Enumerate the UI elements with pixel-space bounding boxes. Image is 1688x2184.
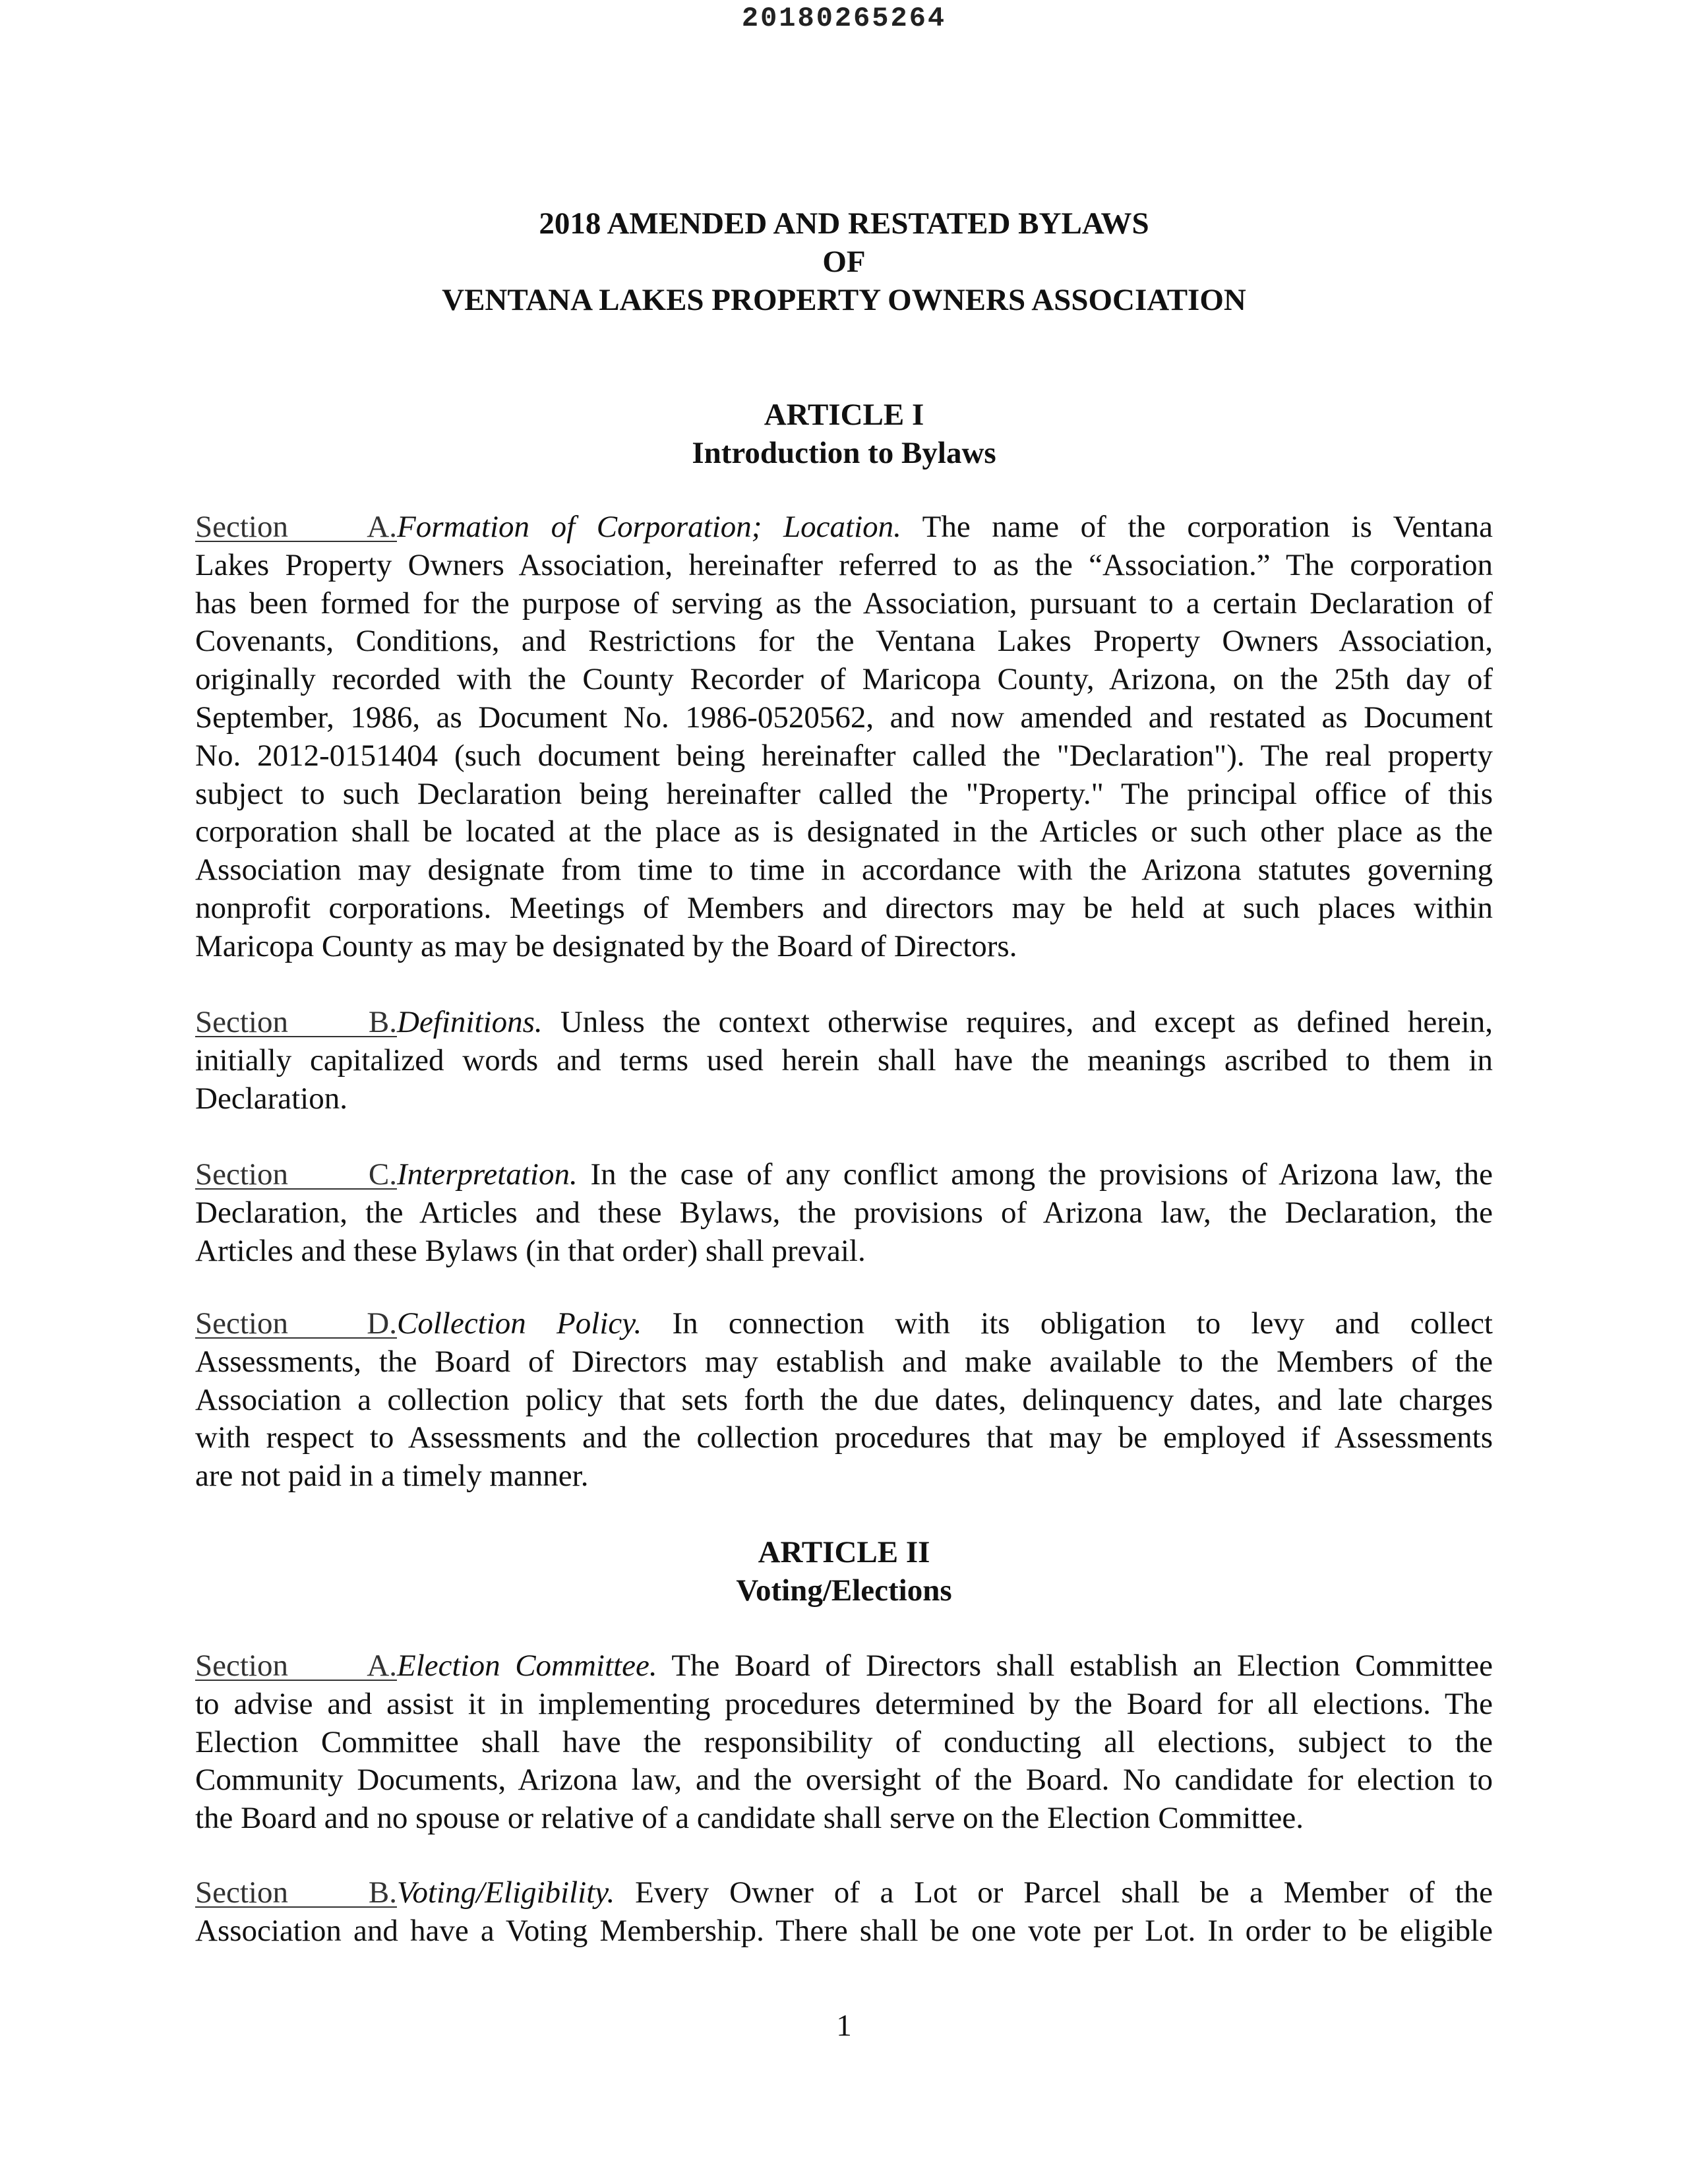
section-heading: Election Committee. [397, 1649, 657, 1683]
section-label: Section C. [195, 1157, 397, 1192]
text-line: Covenants, Conditions, and Restrictions for the Ventana Lakes Property Owners Association, [195, 624, 1493, 659]
text-line: September, 1986, as Document No. 1986-0520562, and now amended and restated as Document [195, 700, 1493, 735]
section-heading: Collection Policy. [397, 1306, 642, 1341]
text-line: to advise and assist it in implementing procedures determined by the Board for all elections. The [195, 1686, 1493, 1721]
article-name: Voting/Elections [736, 1573, 952, 1608]
section-label: Section B. [195, 1875, 397, 1910]
text-line: No. 2012-0151404 (such document being hereinafter called the "Declaration"). The real property [195, 738, 1493, 773]
page-number: 1 [836, 2009, 852, 2043]
section-paragraph [195, 1305, 1493, 1496]
section-heading: Formation of Corporation; Location. [397, 510, 901, 544]
text-line: Community Documents, Arizona law, and the oversight of the Board. No candidate for election to [195, 1763, 1493, 1798]
title-line: VENTANA LAKES PROPERTY OWNERS ASSOCIATION [442, 283, 1246, 317]
text-line: corporation shall be located at the place as is designated in the Articles or such other place as the [195, 814, 1493, 849]
section-paragraph [195, 1647, 1493, 1838]
article-number: ARTICLE II [758, 1535, 930, 1569]
document-title [0, 204, 1688, 319]
section-text: The Board of Directors shall establish an Election Committee [671, 1649, 1493, 1683]
text-line: Association may designate from time to time in accordance with the Arizona statutes governing [195, 853, 1493, 888]
text-line: Maricopa County as may be designated by the Board of Directors. [195, 928, 1017, 963]
section-label: Section A. [195, 1649, 397, 1683]
section-heading: Voting/Eligibility. [397, 1875, 615, 1910]
text-line: Lakes Property Owners Association, hereinafter referred to as the “Association.” The corporation [195, 547, 1493, 582]
text-line: Election Committee shall have the responsibility of conducting all elections, subject to the [195, 1724, 1493, 1759]
section-paragraph [195, 508, 1493, 966]
text-line: Declaration. [195, 1081, 347, 1116]
section-heading: Interpretation. [397, 1157, 578, 1192]
text-line: the Board and no spouse or relative of a candidate shall serve on the Election Committee. [195, 1801, 1304, 1836]
section-text: In the case of any conflict among the provisions of Arizona law, the [590, 1157, 1493, 1192]
article-number: ARTICLE I [764, 398, 924, 432]
text-line: Association a collection policy that sets forth the due dates, delinquency dates, and late charges [195, 1382, 1493, 1417]
section-paragraph [195, 1156, 1493, 1270]
article-heading [0, 396, 1688, 472]
text-line [195, 1647, 1493, 1685]
text-line [195, 508, 1493, 547]
text-line: subject to such Declaration being hereinafter called the "Property." The principal office of this [195, 776, 1493, 811]
text-line: with respect to Assessments and the collection procedures that may be employed if Assessments [195, 1420, 1493, 1455]
text-line: originally recorded with the County Recorder of Maricopa County, Arizona, on the 25th day of [195, 662, 1493, 697]
section-text: In connection with its obligation to levy and collect [672, 1306, 1493, 1341]
section-label: Section D. [195, 1306, 397, 1341]
text-line [195, 1305, 1493, 1343]
document-number: 20180265264 [741, 3, 947, 34]
section-text: The name of the corporation is Ventana [922, 510, 1493, 544]
article-name: Introduction to Bylaws [692, 436, 996, 470]
text-line: Assessments, the Board of Directors may establish and make available to the Members of the [195, 1344, 1493, 1379]
text-line: has been formed for the purpose of serving as the Association, pursuant to a certain Declaration of [195, 586, 1493, 621]
section-paragraph [195, 1874, 1493, 1951]
section-paragraph [195, 1004, 1493, 1118]
title-line: OF [822, 245, 866, 279]
text-line: initially capitalized words and terms used herein shall have the meanings ascribed to them in [195, 1043, 1493, 1077]
section-label: Section A. [195, 510, 397, 544]
text-line: Articles and these Bylaws (in that order) shall prevail. [195, 1233, 866, 1268]
section-text: Unless the context otherwise requires, and except as defined herein, [560, 1005, 1493, 1039]
section-heading: Definitions. [397, 1005, 543, 1039]
section-text: Every Owner of a Lot or Parcel shall be a Member of the [635, 1875, 1493, 1910]
section-label: Section B. [195, 1005, 397, 1039]
article-heading [0, 1533, 1688, 1610]
text-line: are not paid in a timely manner. [195, 1459, 589, 1494]
text-line [195, 1874, 1493, 1912]
text-line: Declaration, the Articles and these Bylaws, the provisions of Arizona law, the Declaration, the [195, 1195, 1493, 1230]
text-line: Association and have a Voting Membership. There shall be one vote per Lot. In order to be eligible [195, 1913, 1493, 1948]
text-line [195, 1004, 1493, 1042]
text-line: nonprofit corporations. Meetings of Members and directors may be held at such places within [195, 890, 1493, 925]
title-line: 2018 AMENDED AND RESTATED BYLAWS [539, 206, 1149, 241]
text-line [195, 1156, 1493, 1194]
